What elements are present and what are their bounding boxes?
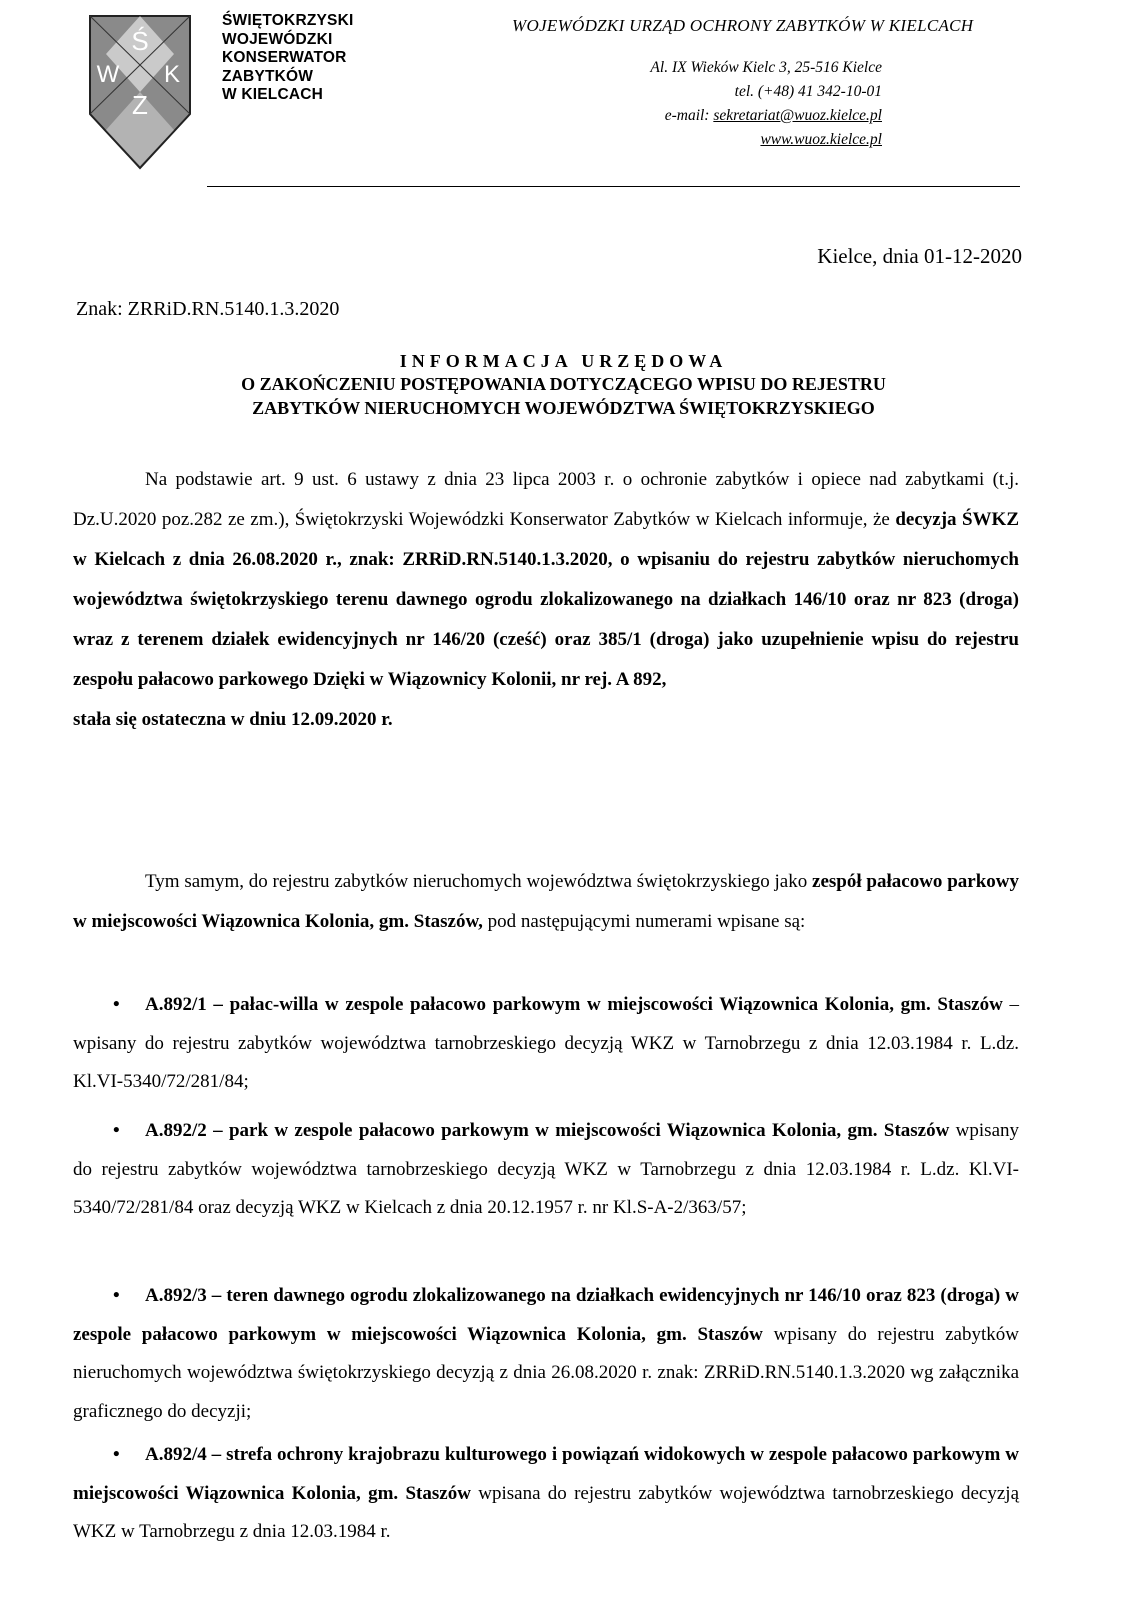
- logo-letter-w: W: [96, 61, 120, 88]
- office-name: WOJEWÓDZKI URZĄD OCHRONY ZABYTKÓW W KIELCACH: [512, 16, 974, 35]
- date-line: Kielce, dnia 01-12-2020: [817, 244, 1022, 268]
- bullet-icon: •: [113, 1285, 120, 1306]
- item-text: wpisany do rejestru zabytków województwa tarnobrzeskiego decyzją WKZ w Tarnobrzegu z dnia 12.03.1984 r. L.dz. Kl.VI-5340/72/281/84 oraz decyzją WKZ w Kielcach z dnia 20.12.1957 r. nr Kl.S-A-2/363/57;: [73, 1120, 1020, 1218]
- para1-bold: decyzja ŚWKZ w Kielcach z dnia 26.08.2020 r., znak: ZRRiD.RN.5140.1.3.2020, o wpisaniu do rejestru zabytków nieruchomych województwa świętokrzyskiego terenu dawnego ogrodu zlokalizowanego na działkach 146/10 oraz nr 823 (droga) wraz z terenem działek ewidencyjnych nr 146/20 (cześć) oraz 385/1 (droga) jako uzupełnienie wpisu do rejestru zespołu pałacowo parkowego Dzięki w Wiązownicy Kolonii, nr rej. A 892,: [73, 509, 1019, 690]
- list-item: [73, 986, 1019, 1102]
- organization-name: [222, 12, 354, 105]
- org-line: W KIELCACH: [222, 86, 324, 103]
- item-bold: A.892/2 – park w zespole pałacowo parkowym w miejscowości Wiązownica Kolonia, gm. Staszów: [145, 1120, 950, 1141]
- bullet-icon: •: [113, 1120, 120, 1141]
- office-phone: tel. (+48) 41 342-10-01: [734, 83, 882, 100]
- header-divider: [207, 186, 1020, 187]
- item-text: wpisany do rejestru zabytków nieruchomych województwa świętokrzyskiego decyzją z dnia 26.08.2020 r. znak: ZRRiD.RN.5140.1.3.2020 wg załącznika graficznego do decyzji;: [73, 1323, 1019, 1422]
- list-item: [73, 1112, 1019, 1228]
- para2-plain: Tym samym, do rejestru zabytków nieruchomych województwa świętokrzyskiego jako: [145, 871, 813, 892]
- logo-letter-s: Ś: [131, 26, 149, 56]
- para1-final: stała się ostateczna w dniu 12.09.2020 r.: [73, 709, 393, 730]
- bullet-icon: •: [113, 994, 120, 1015]
- item-bold: A.892/3 – teren dawnego ogrodu zlokalizowanego na działkach ewidencyjnych nr 146/10 oraz 823 (droga) w zespole pałacowo parkowym w miejscowości Wiązownica Kolonia, gm. Staszów: [73, 1285, 1019, 1345]
- list-item: [73, 1436, 1019, 1552]
- email-link[interactable]: sekretariat@wuoz.kielce.pl: [713, 107, 882, 124]
- reference-number: Znak: ZRRiD.RN.5140.1.3.2020: [76, 298, 340, 320]
- document-title: [0, 350, 1127, 420]
- office-email-line: [560, 104, 882, 128]
- para1-plain: Na podstawie art. 9 ust. 6 ustawy z dnia 23 lipca 2003 r. o ochronie zabytków i opiece nad zabytkami (t.j. Dz.U.2020 poz.282 ze zm.), Świętokrzyski Wojewódzki Konserwator Zabytków w Kielcach informuje, że: [73, 469, 1019, 530]
- office-website-line: [560, 128, 882, 152]
- paragraph-decision: [73, 460, 1019, 740]
- logo-letter-k: K: [163, 61, 181, 88]
- paragraph-register: [73, 862, 1019, 942]
- bullet-icon: •: [113, 1444, 120, 1465]
- logo-letter-z: Z: [132, 90, 148, 120]
- office-address: Al. IX Wieków Kielc 3, 25-516 Kielce: [650, 59, 882, 76]
- email-label: e-mail:: [664, 107, 710, 124]
- title-sub-line: ZABYTKÓW NIERUCHOMYCH WOJEWÓDZTWA ŚWIĘTOKRZYSKIEGO: [252, 398, 875, 418]
- item-bold: A.892/4 – strefa ochrony krajobrazu kulturowego i powiązań widokowych w zespole pałacowo parkowym w miejscowości Wiązownica Kolonia, gm. Staszów: [73, 1444, 1019, 1504]
- para2-bold: zespół pałacowo parkowy w miejscowości Wiązownica Kolonia, gm. Staszów,: [73, 871, 1019, 932]
- org-line: KONSERWATOR: [222, 49, 347, 66]
- org-line: ZABYTKÓW: [222, 67, 314, 85]
- item-text: – wpisany do rejestru zabytków województwa tarnobrzeskiego decyzją WKZ w Tarnobrzegu z dnia 12.03.1984 r. L.dz. Kl.VI-5340/72/281/84;: [73, 994, 1020, 1092]
- wkz-logo: [88, 14, 192, 170]
- item-text: wpisana do rejestru zabytków województwa tarnobrzeskiego decyzją WKZ w Tarnobrzegu z dnia 12.03.1984 r.: [73, 1482, 1020, 1542]
- org-line: ŚWIĘTOKRZYSKI: [222, 12, 354, 29]
- title-sub: [0, 372, 1127, 420]
- title-main: INFORMACJA URZĘDOWA: [399, 351, 728, 371]
- org-line: WOJEWÓDZKI: [222, 30, 333, 48]
- item-bold: A.892/1 – pałac-willa w zespole pałacowo parkowym w miejscowości Wiązownica Kolonia, gm. Staszów: [145, 994, 1003, 1015]
- para2-plain-end: pod następującymi numerami wpisane są:: [482, 911, 806, 932]
- office-contact: [560, 56, 882, 152]
- website-link[interactable]: www.wuoz.kielce.pl: [760, 131, 882, 148]
- list-item: [73, 1277, 1019, 1431]
- title-sub-line: O ZAKOŃCZENIU POSTĘPOWANIA DOTYCZĄCEGO WPISU DO REJESTRU: [241, 374, 886, 394]
